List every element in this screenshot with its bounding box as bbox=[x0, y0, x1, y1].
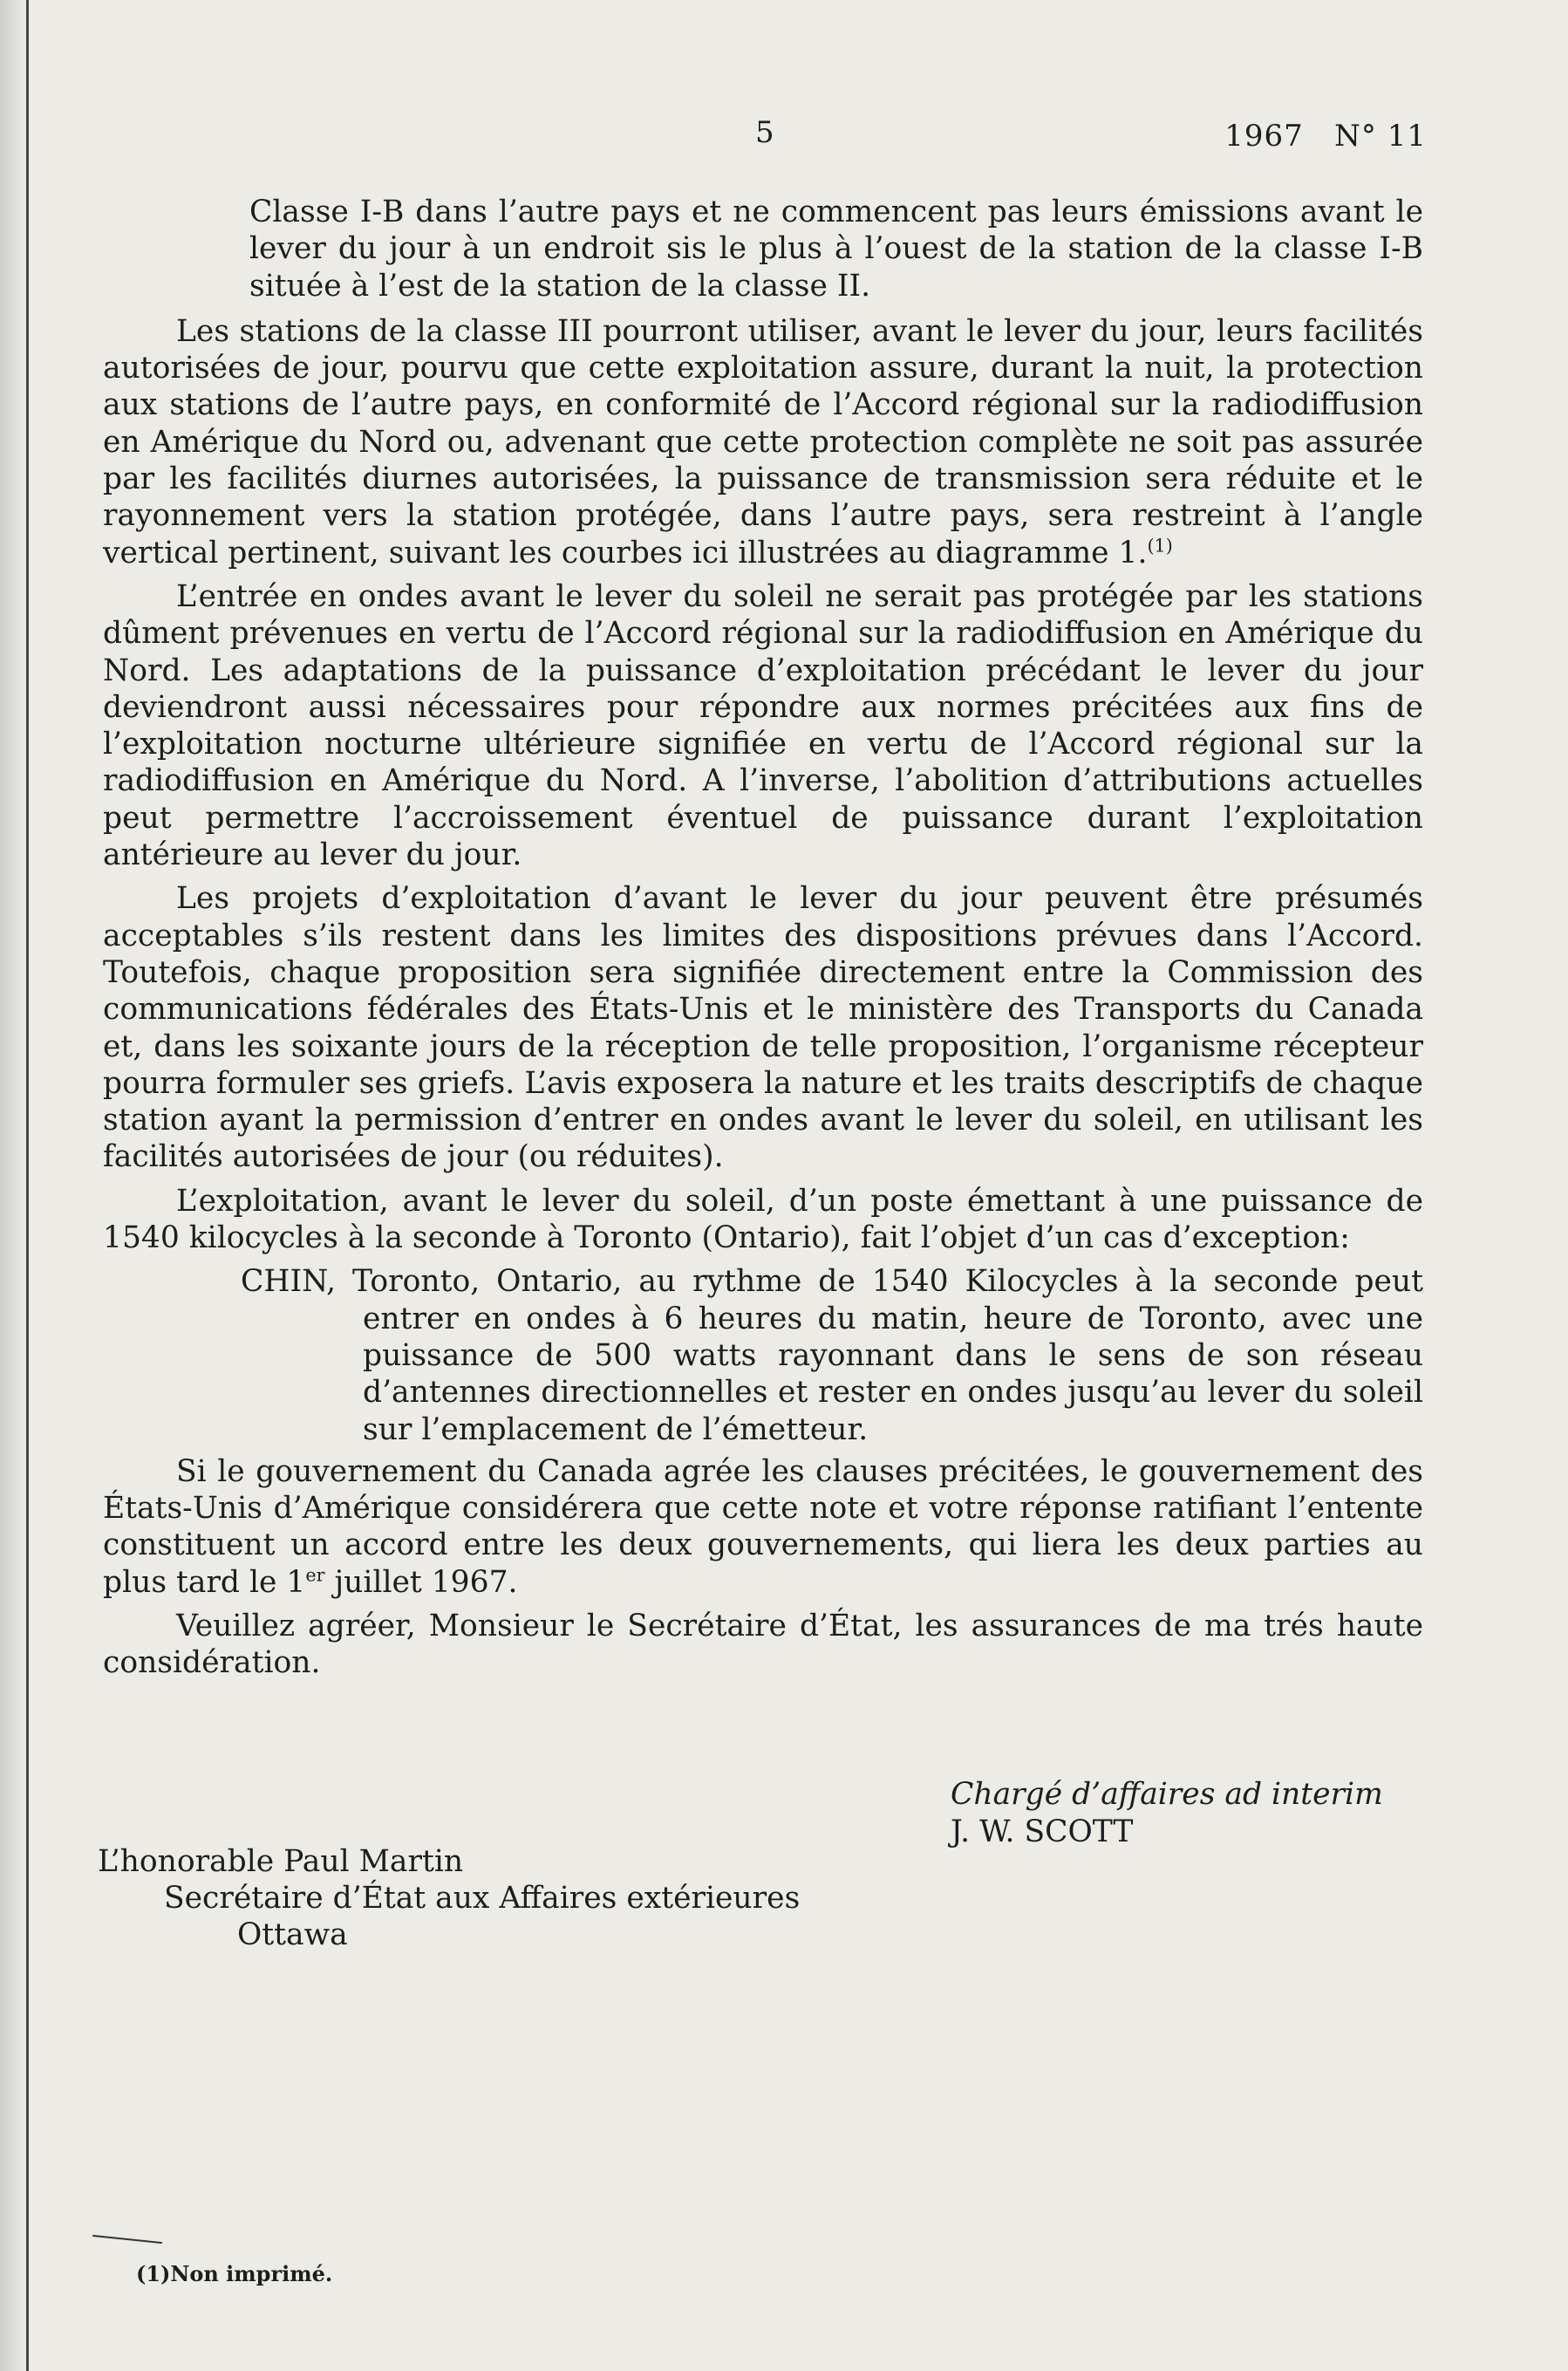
page-number: 5 bbox=[755, 115, 774, 150]
footnote-ref: (1) bbox=[1147, 535, 1173, 557]
binding-edge bbox=[26, 0, 29, 2371]
paragraph-continuation: Classe I-B dans l’autre pays et ne commencent pas leurs émissions avant le lever du jour à un endroit sis le plus à l’ouest de la station de la classe I-B située à l’est de la station de la classe II. bbox=[249, 195, 1423, 304]
paragraph-text: Les stations de la classe III pourront utiliser, avant le lever du jour, leurs facilités autorisées de jour, pourvu que cette exploitation assure, durant la nuit, la protection aux stations de l’autre pays, en conformité de l’Accord régional sur la radiodiffusion en Amérique du Nord ou, advenant que cette protection complète ne soit pas assurée par les facilités diurnes autorisées, la puissance de transmission sera réduite et le rayonnement vers la station protégée, dans l’autre pays, sera restreint à l’angle vertical pertinent, suivant les courbes ici illustrées au diagramme 1. bbox=[103, 313, 1423, 571]
addressee-block bbox=[98, 1843, 800, 1953]
paragraph-class-three bbox=[103, 313, 1423, 571]
paragraph-agreement bbox=[103, 1453, 1423, 1601]
paragraph-closing: Veuillez agréer, Monsieur le Secrétaire d’État, les assurances de ma trés haute considération. bbox=[103, 1608, 1423, 1681]
signature-name: J. W. SCOTT bbox=[951, 1814, 1134, 1849]
page-spine-shadow bbox=[0, 0, 30, 2371]
paragraph-exception-intro: L’exploitation, avant le lever du soleil, d’un poste émettant à une puissance de 1540 kilocycles à la seconde à Toronto (Ontario), fait l’objet d’un cas d’exception: bbox=[103, 1183, 1423, 1256]
date-tail: juillet 1967. bbox=[324, 1564, 518, 1600]
addressee-city: Ottawa bbox=[237, 1917, 348, 1952]
addressee-name: L’honorable Paul Martin bbox=[98, 1844, 464, 1879]
addressee-title: Secrétaire d’État aux Affaires extérieures bbox=[164, 1881, 801, 1916]
footnote-rule bbox=[92, 2235, 162, 2244]
paragraph-text: Si le gouvernement du Canada agrée les clauses précitées, le gouvernement des États-Unis d’Amérique considérera que cette note et votre réponse ratifiant l’entente constituent un accord entre les deux gouvernements, qui liera les deux parties au plus tard le 1 bbox=[103, 1453, 1423, 1600]
paragraph-projects: Les projets d’exploitation d’avant le lever du jour peuvent être présumés acceptables s’ils restent dans les limites des dispositions prévues dans l’Accord. Toutefois, chaque proposition sera signifiée directement entre la Commission des communications fédérales des États-Unis et le ministère des Transports du Canada et, dans les soixante jours de la réception de telle proposition, l’organisme récepteur pourra formuler ses griefs. L’avis exposera la nature et les traits descriptifs de chaque station ayant la permission d’entrer en ondes avant le lever du soleil, en utilisant les facilités autorisées de jour (ou réduites). bbox=[103, 881, 1423, 1175]
ordinal-suffix: er bbox=[305, 1564, 325, 1586]
footnote: (1)Non imprimé. bbox=[136, 2261, 333, 2286]
document-body bbox=[103, 194, 1423, 1689]
signature-role: Chargé d’affaires ad interim bbox=[951, 1777, 1383, 1812]
signature-block bbox=[951, 1776, 1383, 1851]
paragraph-sunrise-entry: L’entrée en ondes avant le lever du soleil ne serait pas protégée par les stations dûment prévenues en vertu de l’Accord régional sur la radiodiffusion en Amérique du Nord. Les adaptations de la puissance d’exploitation précédant le lever du jour deviendront aussi nécessaires pour répondre aux normes précitées aux fins de l’exploitation nocturne ultérieure signifiée en vertu de l’Accord régional sur la radiodiffusion en Amérique du Nord. A l’inverse, l’abolition d’attributions actuelles peut permettre l’accroissement éventuel de puissance durant l’exploitation antérieure au lever du jour. bbox=[103, 578, 1423, 873]
issue-reference: 1967 N° 11 bbox=[1224, 119, 1427, 154]
exception-clause: CHIN, Toronto, Ontario, au rythme de 1540 Kilocycles à la seconde peut entrer en ondes à 6 heures du matin, heure de Toronto, avec une puissance de 500 watts rayonnant dans le sens de son réseau d’antennes directionnelles et rester en ondes jusqu’au lever du soleil sur l’emplacement de l’émetteur. bbox=[241, 1264, 1423, 1447]
